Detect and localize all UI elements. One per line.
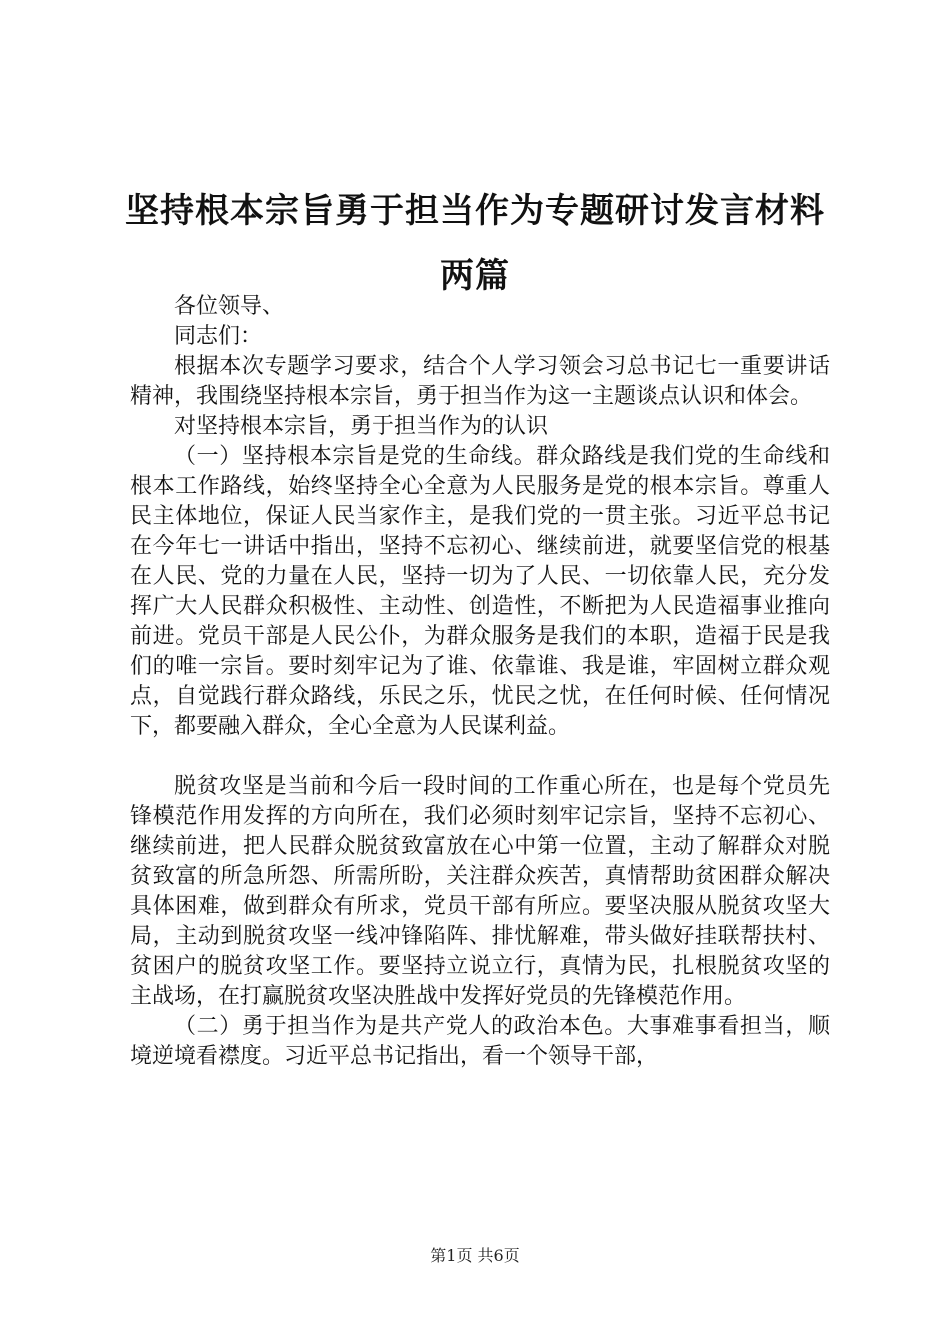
section-heading: 对坚持根本宗旨，勇于担当作为的认识 — [174, 414, 549, 439]
body-paragraph: 脱贫攻坚是当前和今后一段时间的工作重心所在，也是每个党员先锋模范作用发挥的方向所在，我们必须时刻牢记宗旨，坚持不忘初心、继续前进，把人民群众脱贫致富放在心中第一位置，主动了解群众对脱贫致富的所急所怨、所需所盼，关注群众疾苦，真情帮助贫困群众解决具体困难，做到群众有所求，党员干部有所应。要坚决服从脱贫攻坚大局，主动到脱贫攻坚一线冲锋陷阵、排忧解难，带头做好挂联帮扶村、贫困户的脱贫攻坚工作。要坚持立说立行，真情为民，扎根脱贫攻坚的主战场，在打赢脱贫攻坚决胜战中发挥好党员的先锋模范作用。 — [130, 774, 830, 1009]
document-title-line-2: 两篇 — [440, 256, 510, 296]
intro-paragraph: 根据本次专题学习要求，结合个人学习领会习总书记七一重要讲话精神，我围绕坚持根本宗旨，勇于担当作为这一主题谈点认识和体会。 — [130, 354, 830, 409]
page-footer: 第1页 共6页 — [430, 1246, 520, 1265]
body-paragraph: （二）勇于担当作为是共产党人的政治本色。大事难事看担当，顺境逆境看襟度。习近平总书记指出，看一个领导干部， — [130, 1014, 830, 1069]
document-title-line-1: 坚持根本宗旨勇于担当作为专题研讨发言材料 — [125, 191, 825, 231]
salutation-leaders: 各位领导、 — [174, 294, 285, 319]
salutation-comrades: 同志们： — [174, 324, 263, 349]
document-body — [130, 292, 830, 1072]
body-paragraph: （一）坚持根本宗旨是党的生命线。群众路线是我们党的生命线和根本工作路线，始终坚持全心全意为人民服务是党的根本宗旨。尊重人民主体地位，保证人民当家作主，是我们党的一贯主张。习近平总书记在今年七一讲话中指出，坚持不忘初心、继续前进，就要坚信党的根基在人民、党的力量在人民，坚持一切为了人民、一切依靠人民，充分发挥广大人民群众积极性、主动性、创造性，不断把为人民造福事业推向前进。党员干部是人民公仆，为群众服务是我们的本职，造福于民是我们的唯一宗旨。要时刻牢记为了谁、依靠谁、我是谁，牢固树立群众观点，自觉践行群众路线，乐民之乐，忧民之忧，在任何时候、任何情况下，都要融入群众，全心全意为人民谋利益。 — [130, 444, 830, 739]
